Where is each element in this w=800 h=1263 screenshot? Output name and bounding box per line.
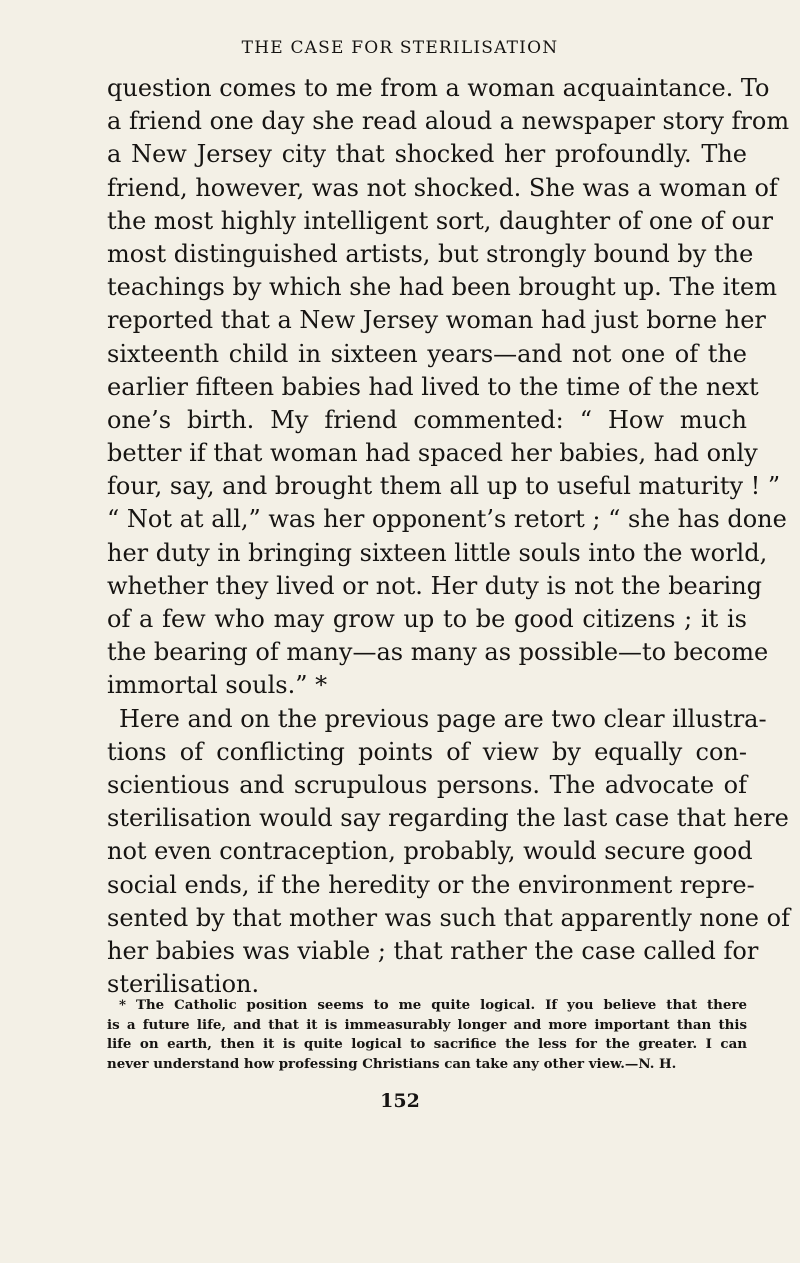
body-line: question comes to me from a woman acquaintance. To — [107, 74, 770, 102]
body-line: most distinguished artists, but strongly bound by the — [107, 239, 754, 268]
body-line: “ Not at all,” was her opponent’s retort ; “ she has done — [107, 505, 787, 534]
body-line: scientious and scrupulous persons. The advocate of — [107, 770, 747, 799]
footnote-line: * The Catholic position seems to me quite logical. If you believe that there — [119, 997, 747, 1013]
body-line: of a few who may grow up to be good citizens ; it is — [107, 605, 747, 633]
body-line: sterilisation would say regarding the last case that here — [107, 804, 789, 833]
body-line: social ends, if the heredity or the environment repre- — [107, 870, 755, 899]
body-line: teachings by which she had been brought up. The item — [107, 273, 777, 302]
body-line: sixteenth child in sixteen years—and not one of the — [107, 339, 747, 368]
body-line: a New Jersey city that shocked her profoundly. The — [107, 140, 747, 169]
footnote-line: never understand how professing Christians can take any other view.—N. H. — [107, 1055, 677, 1072]
body-line: a friend one day she read aloud a newspaper story from — [107, 107, 790, 136]
body-line: the bearing of many—as many as possible—to become — [107, 638, 769, 667]
body-line: her duty in bringing sixteen little souls into the world, — [107, 538, 768, 567]
body-line: better if that woman had spaced her babies, had only — [107, 439, 758, 468]
body-line: Here and on the previous page are two clear illustra- — [119, 704, 767, 733]
body-line: one’s birth. My friend commented: “ How much — [107, 405, 747, 434]
footnote — [107, 996, 747, 1074]
body-text — [107, 72, 790, 1001]
footnote-line: is a future life, and that it is immeasurably longer and more important than this — [107, 1016, 747, 1033]
footnote-line: life on earth, then it is quite logical to sacrifice the less for the greater. I can — [107, 1036, 747, 1053]
running-head: THE CASE FOR STERILISATION — [241, 38, 559, 58]
body-line: sented by that mother was such that apparently none of — [107, 903, 790, 932]
body-line: whether they lived or not. Her duty is not the bearing — [107, 571, 763, 600]
body-line: tions of conflicting points of view by equally con- — [107, 737, 747, 766]
body-line: four, say, and brought them all up to useful maturity ! ” — [107, 472, 781, 501]
body-line: friend, however, was not shocked. She was a woman of — [107, 173, 778, 202]
body-line: her babies was viable ; that rather the case called for — [107, 936, 759, 965]
body-line: earlier fifteen babies had lived to the time of the next — [107, 372, 759, 401]
body-line: not even contraception, probably, would secure good — [107, 837, 753, 866]
page-number: 152 — [380, 1090, 420, 1112]
body-line: the most highly intelligent sort, daughter of one of our — [107, 206, 773, 235]
body-line: reported that a New Jersey woman had just borne her — [107, 306, 766, 335]
body-line: immortal souls.” * — [107, 671, 328, 700]
body-line: sterilisation. — [107, 970, 260, 999]
